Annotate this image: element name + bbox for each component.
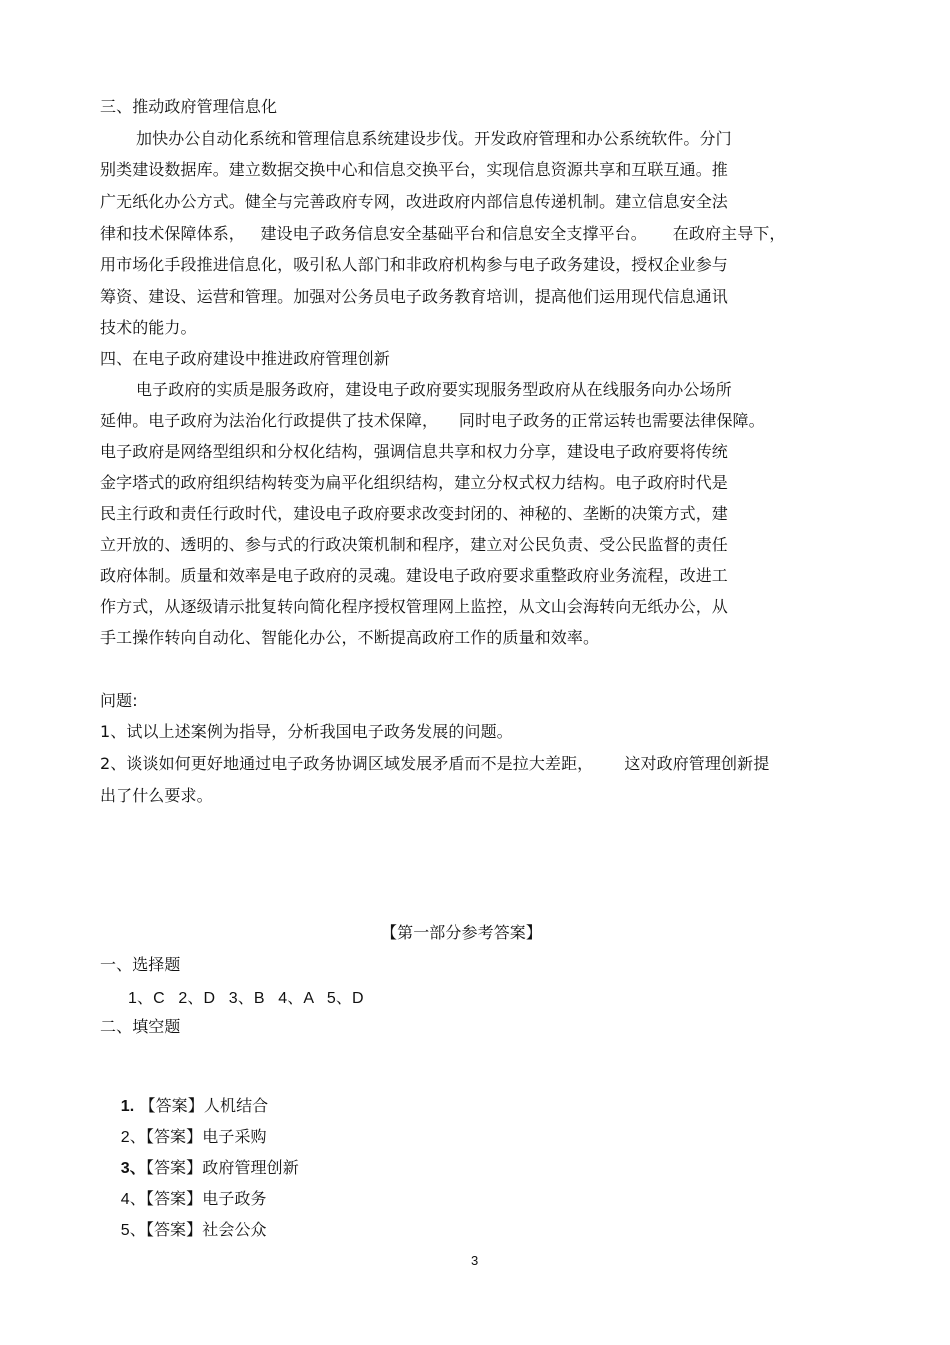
choice-heading: 一、选择题 — [100, 955, 181, 974]
section3-line-4: 律和技术保障体系， 建设电子政务信息安全基础平台和信息安全支撑平台。 在政府主导下， — [100, 224, 786, 243]
fill-answer-number: 1. — [120, 1098, 135, 1115]
fill-answer-text: 【答案】社会公众 — [145, 1220, 267, 1239]
fill-answer-number: 3、 — [120, 1160, 146, 1177]
question-2-line-1: 2、谈谈如何更好地通过电子政务协调区域发展矛盾而不是拉大差距， 这对政府管理创新提 — [100, 754, 770, 773]
section3-heading: 三、推动政府管理信息化 — [100, 97, 278, 116]
section4-line-9: 手工操作转向自动化、智能化办公，不断提高政府工作的质量和效率。 — [100, 628, 600, 647]
fill-heading: 二、填空题 — [100, 1017, 181, 1036]
section4-line-4: 金字塔式的政府组织结构转变为扁平化组织结构，建立分权式权力结构。电子政府时代是 — [100, 473, 728, 492]
questions-label: 问题: — [100, 691, 138, 710]
section3-line-7: 技术的能力。 — [100, 318, 197, 337]
section4-line-2: 延伸。电子政府为法治化行政提供了技术保障， 同时电子政务的正常运转也需要法律保障。 — [100, 411, 765, 430]
fill-answer-text: 【答案】电子政务 — [145, 1189, 267, 1208]
section4-line-6: 立开放的、透明的、参与式的行政决策机制和程序，建立对公民负责、受公民监督的责任 — [100, 535, 728, 554]
fill-answer-number: 4、 — [120, 1191, 146, 1208]
section4-line-5: 民主行政和责任行政时代，建设电子政府要求改变封闭的、神秘的、垄断的决策方式，建 — [100, 504, 728, 523]
fill-answer-text: 【答案】人机结合 — [139, 1096, 269, 1115]
fill-answer-5 — [100, 1200, 267, 1261]
section3-line-3: 广无纸化办公方式。健全与完善政府专网，改进政府内部信息传递机制。建立信息安全法 — [100, 192, 728, 211]
fill-answer-text: 【答案】政府管理创新 — [145, 1158, 299, 1177]
fill-answer-text: 【答案】电子采购 — [145, 1127, 267, 1146]
fill-answer-number: 5、 — [120, 1222, 146, 1239]
section3-line-2: 别类建设数据库。建立数据交换中心和信息交换平台，实现信息资源共享和互联互通。推 — [100, 160, 728, 179]
choice-answers: 1、C 2、D 3、B 4、A 5、D — [128, 990, 364, 1007]
section3-line-5: 用市场化手段推进信息化，吸引私人部门和非政府机构参与电子政务建设，授权企业参与 — [100, 255, 728, 274]
section4-line-3: 电子政府是网络型组织和分权化结构，强调信息共享和权力分享，建设电子政府要将传统 — [100, 442, 728, 461]
question-1: 1、试以上述案例为指导，分析我国电子政务发展的问题。 — [100, 722, 513, 741]
section4-heading: 四、在电子政府建设中推进政府管理创新 — [100, 349, 390, 368]
fill-answer-number: 2、 — [120, 1129, 146, 1146]
answers-title: 【第一部分参考答案】 — [381, 923, 543, 942]
section3-line-1: 加快办公自动化系统和管理信息系统建设步伐。开发政府管理和办公系统软件。分门 — [136, 129, 732, 148]
section3-line-6: 筹资、建设、运营和管理。加强对公务员电子政务教育培训，提高他们运用现代信息通讯 — [100, 287, 728, 306]
section4-line-8: 作方式，从逐级请示批复转向简化程序授权管理网上监控，从文山会海转向无纸办公，从 — [100, 597, 728, 616]
question-2-line-2: 出了什么要求。 — [100, 786, 213, 805]
section4-line-1: 电子政府的实质是服务政府，建设电子政府要实现服务型政府从在线服务向办公场所 — [136, 380, 732, 399]
page-number: 3 — [471, 1253, 479, 1268]
section4-line-7: 政府体制。质量和效率是电子政府的灵魂。建设电子政府要求重整政府业务流程，改进工 — [100, 566, 728, 585]
